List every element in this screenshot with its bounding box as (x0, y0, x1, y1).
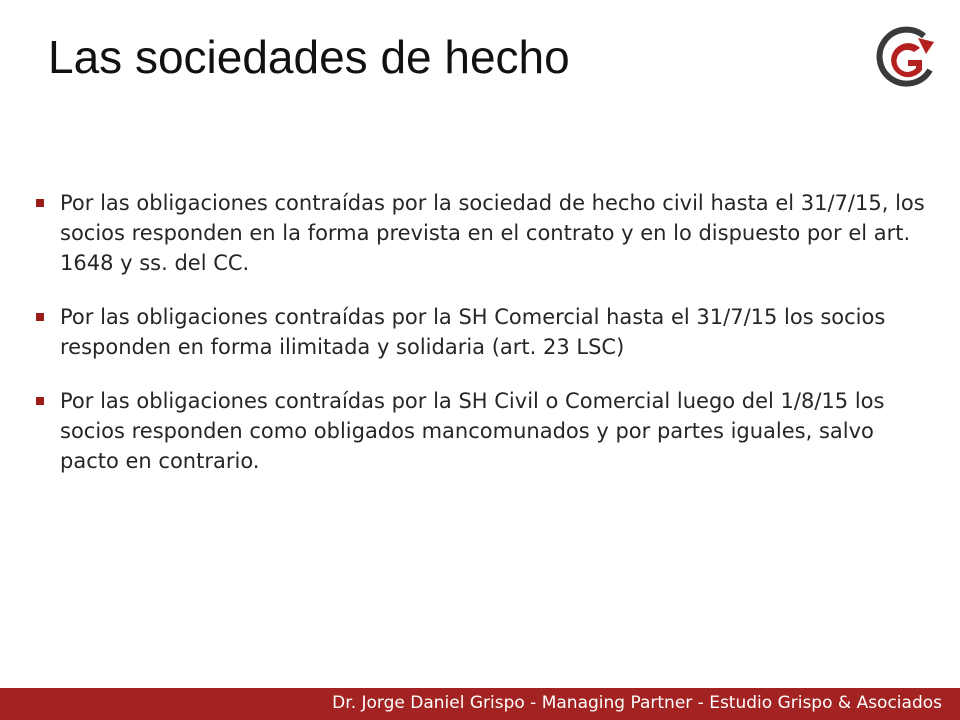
bullet-item (36, 302, 936, 362)
bullet-item (36, 386, 936, 476)
bullet-text: Por las obligaciones contraídas por la SH Comercial hasta el 31/7/15 los socios responden en forma ilimitada y solidaria (art. 23 LSC) (60, 305, 886, 359)
bullet-text: Por las obligaciones contraídas por la SH Civil o Comercial luego del 1/8/15 los socios responden como obligados mancomunados y por partes iguales, salvo pacto en contrario. (60, 389, 885, 473)
square-bullet-icon (36, 313, 44, 321)
footer-bar (0, 688, 960, 720)
bullet-text: Por las obligaciones contraídas por la sociedad de hecho civil hasta el 31/7/15, los socios responden en la forma prevista en el contrato y en lo dispuesto por el art. 1648 y ss. del CC. (60, 191, 925, 275)
footer-text: Dr. Jorge Daniel Grispo - Managing Partner - Estudio Grispo & Asociados (332, 693, 942, 713)
square-bullet-icon (36, 397, 44, 405)
square-bullet-icon (36, 199, 44, 207)
bullet-list (36, 188, 936, 500)
slide-title: Las sociedades de hecho (48, 31, 570, 83)
grispo-g-logo-icon (872, 26, 938, 90)
bullet-item (36, 188, 936, 278)
